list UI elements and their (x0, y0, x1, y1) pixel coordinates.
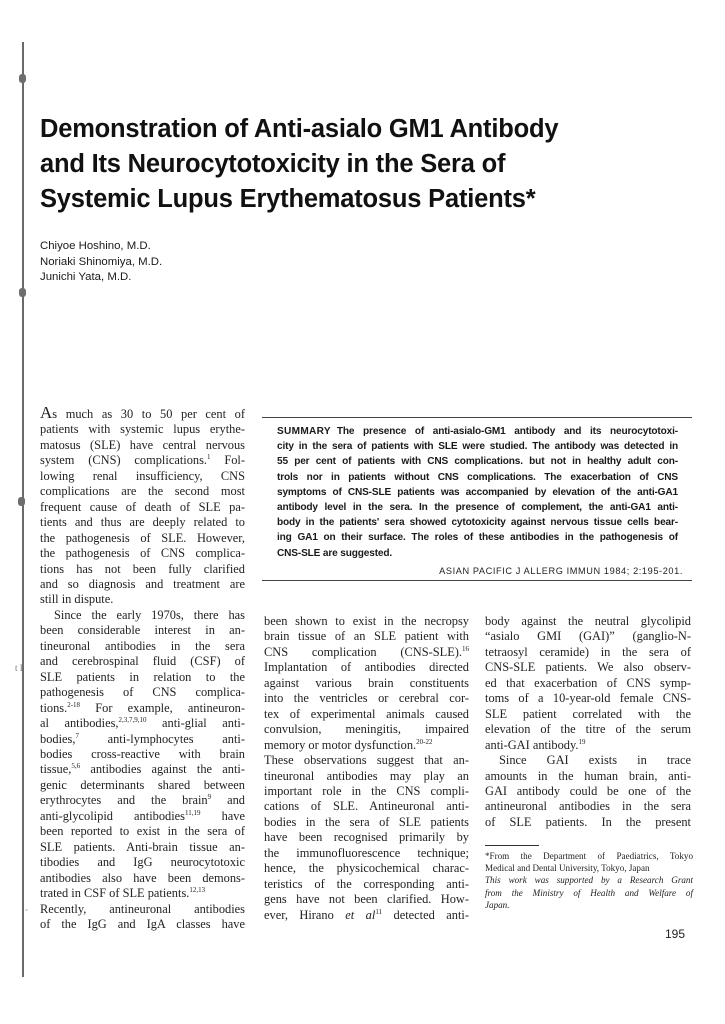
title-line: Demonstration of Anti-asialo GM1 Antibody (40, 115, 559, 143)
text-line: and cerebrospinal fluid (CSF) of (40, 654, 245, 669)
text-line: toms of a 10-year-old female CNS- (485, 691, 691, 706)
reference-superscript: 7 (75, 731, 79, 740)
text-line: anti-glycolipid antibodies$^{11,19}$ have (40, 808, 245, 823)
text-line: Implantation of antibodies directed (264, 660, 469, 675)
text-line: tients and thus are deeply related to (40, 515, 245, 530)
reference-superscript: 9 (207, 793, 212, 802)
text-line: antibodies also have been demons- (40, 870, 245, 885)
body-column-right (485, 614, 691, 830)
text-line: amounts in the human brain, anti- (485, 768, 691, 783)
text-line: CNS-SLE patients. We also observ- (485, 660, 691, 675)
journal-citation: ASIAN PACIFIC J ALLERG IMMUN 1984; 2:195-201. (439, 566, 683, 576)
binding-staple-mark (19, 74, 26, 83)
text-line: tions.$^{2-18}$ For example, antineuron- (40, 700, 245, 715)
text-line: SLE patients in relation to the (40, 669, 245, 684)
reference-superscript: 2,3,7,9,10 (118, 716, 147, 725)
page-number: 195 (665, 927, 686, 941)
text-line: have been recognised primarily by (264, 830, 469, 845)
footnote-line: Medical and Dental University, Tokyo, Japan (485, 863, 650, 874)
text-line: the immunofluorescence technique; (264, 845, 469, 860)
text-line: been reported to exist in the sera of (40, 824, 245, 839)
footnote-rule (485, 845, 539, 846)
text-line: and so diagnosis and treatment are (40, 576, 245, 591)
summary-line: symptoms of CNS-SLE patients was accompanied by elevation of the anti-GA1 (277, 486, 678, 498)
text-line: body against the neutral glycolipid (485, 614, 691, 628)
title-line: and Its Neurocytotoxicity in the Sera of (40, 150, 506, 178)
summary-line: 55 per cent of patients with CNS complications. but not in healthy adult con- (277, 456, 678, 468)
text-line: anti-GAI antibody.$^{19}$ (485, 737, 586, 752)
reference-superscript: 12,13 (189, 886, 206, 895)
text-line: against various brain constituents (264, 675, 469, 690)
body-column-middle (264, 614, 469, 923)
text-line: al antibodies,$^{2,3,7,9,10}$ anti-glial anti- (40, 716, 245, 731)
summary-line: body in the patients' sera showed cytotoxicity against nervous tissue cells bear- (277, 517, 678, 529)
text-line: important role in the CNS compli- (264, 783, 469, 798)
text-line: genic determinants shared between (40, 777, 245, 792)
summary-label: SUMMARY (277, 426, 331, 437)
text-line: system (CNS) complications.$^1$ Fol- (40, 453, 245, 468)
text-line: tex of experimental animals caused (264, 706, 469, 721)
text-line: the pathogenesis of SLE. However, (40, 530, 245, 545)
text-line: tineuronal antibodies may play an (264, 768, 469, 783)
text-line: brain tissue of an SLE patient with (264, 629, 469, 644)
text-line: frequent cause of death of SLE pa- (40, 499, 245, 514)
footnote-line: from the Ministry of Health and Welfare of (485, 887, 693, 898)
text-line: Since the early 1970s, there has (54, 607, 245, 622)
text-line: GAI antibody could be one of the (485, 783, 691, 798)
reference-superscript: 1 (207, 453, 211, 462)
footnote (485, 850, 693, 911)
text-line: Recently, antineuronal antibodies (40, 901, 245, 916)
author-list (40, 239, 162, 286)
reference-superscript: 5,6 (71, 762, 81, 771)
text-line: been shown to exist in the necropsy (264, 614, 469, 628)
text-line: tineuronal antibodies in the sera (40, 638, 245, 653)
summary-abstract (277, 424, 678, 561)
text-line: tions has not been fully clarified (40, 561, 245, 576)
text-line: SLE patient correlated with the (485, 706, 691, 721)
summary-line: antibody level in the sera. In the presence of complement, the anti-GA1 anti- (277, 502, 678, 514)
text-line: cations of SLE. Antineuronal anti- (264, 799, 469, 814)
text-line: of the IgG and IgA classes have (40, 916, 245, 931)
text-line: trated in CSF of SLE patients.$^{12,13}$ (40, 886, 206, 901)
text-line: convulsion, meningitis, impaired (264, 722, 469, 737)
drop-cap: A (40, 403, 53, 422)
text-line: “asialo GMI (GAI)” (ganglio-N- (485, 629, 691, 644)
article-title (40, 112, 700, 217)
text-line: antineuronal antibodies in the sera (485, 799, 691, 814)
text-line: As much as 30 to 50 per cent of (40, 403, 245, 422)
binding-staple-mark (18, 497, 25, 506)
text-line: pathogenesis of CNS complica- (40, 685, 245, 700)
text-line: Since GAI exists in trace (499, 753, 691, 768)
text-line: teristics of the corresponding anti- (264, 876, 469, 891)
text-line: CNS complication (CNS-SLE).$^{16}$ (264, 644, 469, 659)
reference-superscript: 11,19 (185, 808, 201, 817)
author-name: Chiyoe Hoshino, M.D. (40, 240, 151, 252)
text-line: elevation of the titre of the serum (485, 722, 691, 737)
text-line: These observations suggest that an- (264, 753, 469, 768)
footnote-line: Japan. (485, 899, 510, 910)
summary-bottom-rule (262, 580, 692, 581)
margin-smudge: ˚ (25, 908, 28, 918)
text-line: ever, Hirano et $al^{11}$ detected anti- (264, 907, 469, 922)
body-column-left (40, 405, 245, 932)
text-line: tetraosyl ceramide) in the sera of (485, 644, 691, 659)
text-line: into the ventricles or cerebral cor- (264, 691, 469, 706)
reference-superscript: 16 (462, 644, 469, 653)
binding-edge-line (22, 42, 24, 977)
author-name: Junichi Yata, M.D. (40, 271, 132, 283)
reference-superscript: 19 (578, 737, 586, 746)
binding-staple-mark (19, 288, 26, 297)
summary-line: CNS-SLE are suggested. (277, 547, 393, 559)
summary-line: trols nor in patients without CNS complications. The exacerbation of CNS (277, 471, 678, 483)
text-line: bodies,$^7$ anti-lymphocytes anti- (40, 731, 245, 746)
text-line: matosus (SLE) have central nervous (40, 437, 245, 452)
text-line: the pathogenesis of CNS complica- (40, 546, 245, 561)
title-line: Systemic Lupus Erythematosus Patients* (40, 185, 536, 213)
author-name: Noriaki Shinomiya, M.D. (40, 255, 163, 268)
text-line: tissue,$^{5,6}$ antibodies against the anti- (40, 762, 245, 777)
text-line: bodies in the sera of SLE patients (264, 814, 469, 829)
summary-line: city in the sera of patients with SLE were studied. The antibody was detected in (277, 441, 678, 453)
text-line: lowing renal insufficiency, CNS (40, 468, 245, 483)
footnote-line: This work was supported by a Research Grant (485, 875, 693, 886)
text-line: still in dispute. (40, 592, 114, 607)
footnote-line: *From the Department of Paediatrics, Tokyo (485, 851, 693, 861)
text-line: tibodies and IgG neurocytotoxic (40, 855, 245, 870)
summary-line: SUMMARY The presence of anti-asialo-GM1 antibody and its neurocytotoxi- (277, 426, 678, 437)
text-line: been considerable interest in an- (40, 623, 245, 638)
summary-line: ing GA1 on their surface. The roles of these antibodies in the pathogenesis of (277, 532, 678, 544)
margin-smudge: t I (15, 663, 23, 673)
text-line: of SLE patients. In the present (485, 814, 691, 829)
summary-top-rule (262, 417, 692, 418)
text-line: bodies cross-reactive with brain (40, 746, 245, 761)
text-line: erythrocytes and the brain$^9$ and (40, 793, 245, 808)
text-line: ed that exacerbation of CNS symp- (485, 675, 691, 690)
reference-superscript: 2-18 (67, 700, 81, 709)
text-line: patients with systemic lupus erythe- (40, 422, 245, 437)
text-line: hence, the physicochemical charac- (264, 861, 469, 876)
text-line: SLE patients. Anti-brain tissue an- (40, 839, 245, 854)
reference-superscript: 20-22 (416, 737, 433, 746)
reference-superscript: 11 (375, 907, 383, 916)
text-line: memory or motor dysfunction.$^{20-22}$ (264, 737, 433, 752)
text-line: gens have not been clarified. How- (264, 892, 469, 907)
text-line: complications are the second most (40, 484, 245, 499)
